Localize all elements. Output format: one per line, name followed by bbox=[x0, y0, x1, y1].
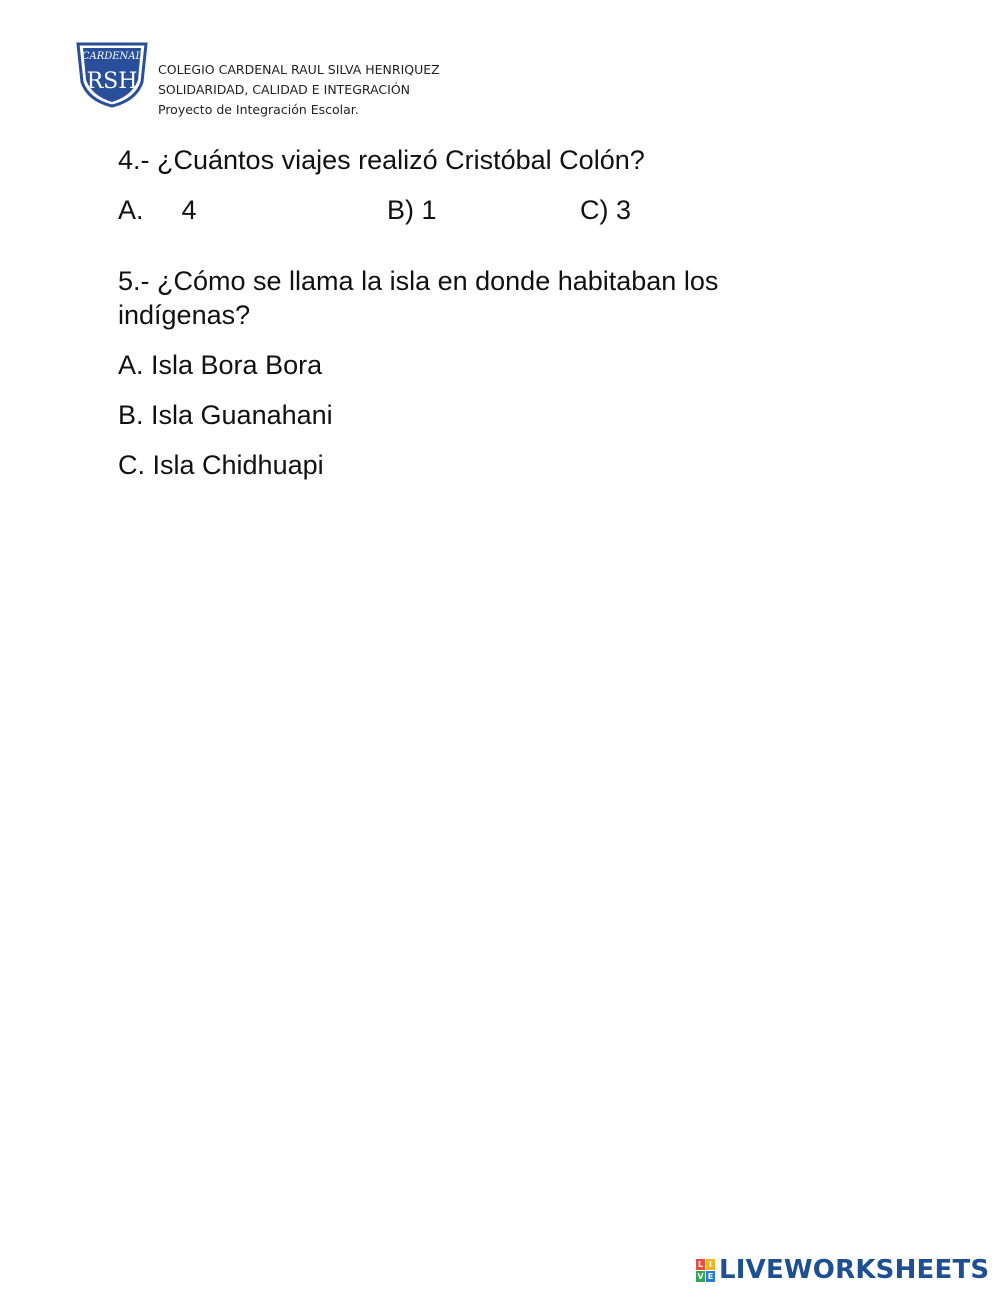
q4-option-b[interactable] bbox=[387, 193, 437, 227]
logo-monogram: RSH bbox=[86, 69, 138, 94]
question-5-text: 5.- ¿Cómo se llama la isla en donde habitaban los indígenas? bbox=[118, 266, 719, 330]
q5-option-a[interactable]: A. Isla Bora Bora bbox=[118, 350, 323, 380]
option-marker: C) bbox=[580, 195, 609, 225]
badge-letter: I bbox=[706, 1259, 715, 1270]
option-value: 3 bbox=[616, 195, 632, 225]
option-value: 1 bbox=[421, 195, 437, 225]
school-name: COLEGIO CARDENAL RAUL SILVA HENRIQUEZ bbox=[158, 62, 440, 77]
school-motto: SOLIDARIDAD, CALIDAD E INTEGRACIÓN bbox=[158, 82, 411, 97]
q4-option-c[interactable] bbox=[580, 193, 631, 227]
program-name: Proyecto de Integración Escolar. bbox=[158, 102, 359, 117]
q4-option-a[interactable] bbox=[118, 193, 197, 227]
q5-option-c[interactable]: C. Isla Chidhuapi bbox=[118, 450, 324, 480]
brand-name: LIVEWORKSHEETS bbox=[719, 1255, 990, 1285]
logo-top-text: CARDENAL bbox=[81, 51, 143, 62]
badge-letter: V bbox=[697, 1271, 704, 1281]
liveworksheets-badge-icon bbox=[696, 1259, 715, 1282]
q5-option-b[interactable]: B. Isla Guanahani bbox=[118, 400, 333, 430]
school-header bbox=[158, 60, 440, 120]
badge-letter: E bbox=[707, 1271, 714, 1281]
option-marker: A. bbox=[118, 195, 144, 225]
option-marker: B) bbox=[387, 195, 414, 225]
badge-letter: L bbox=[697, 1259, 704, 1269]
liveworksheets-watermark bbox=[696, 1255, 989, 1285]
option-value: 4 bbox=[181, 195, 197, 225]
question-4-text: 4.- ¿Cuántos viajes realizó Cristóbal Colón? bbox=[118, 145, 645, 175]
school-logo bbox=[76, 42, 148, 108]
